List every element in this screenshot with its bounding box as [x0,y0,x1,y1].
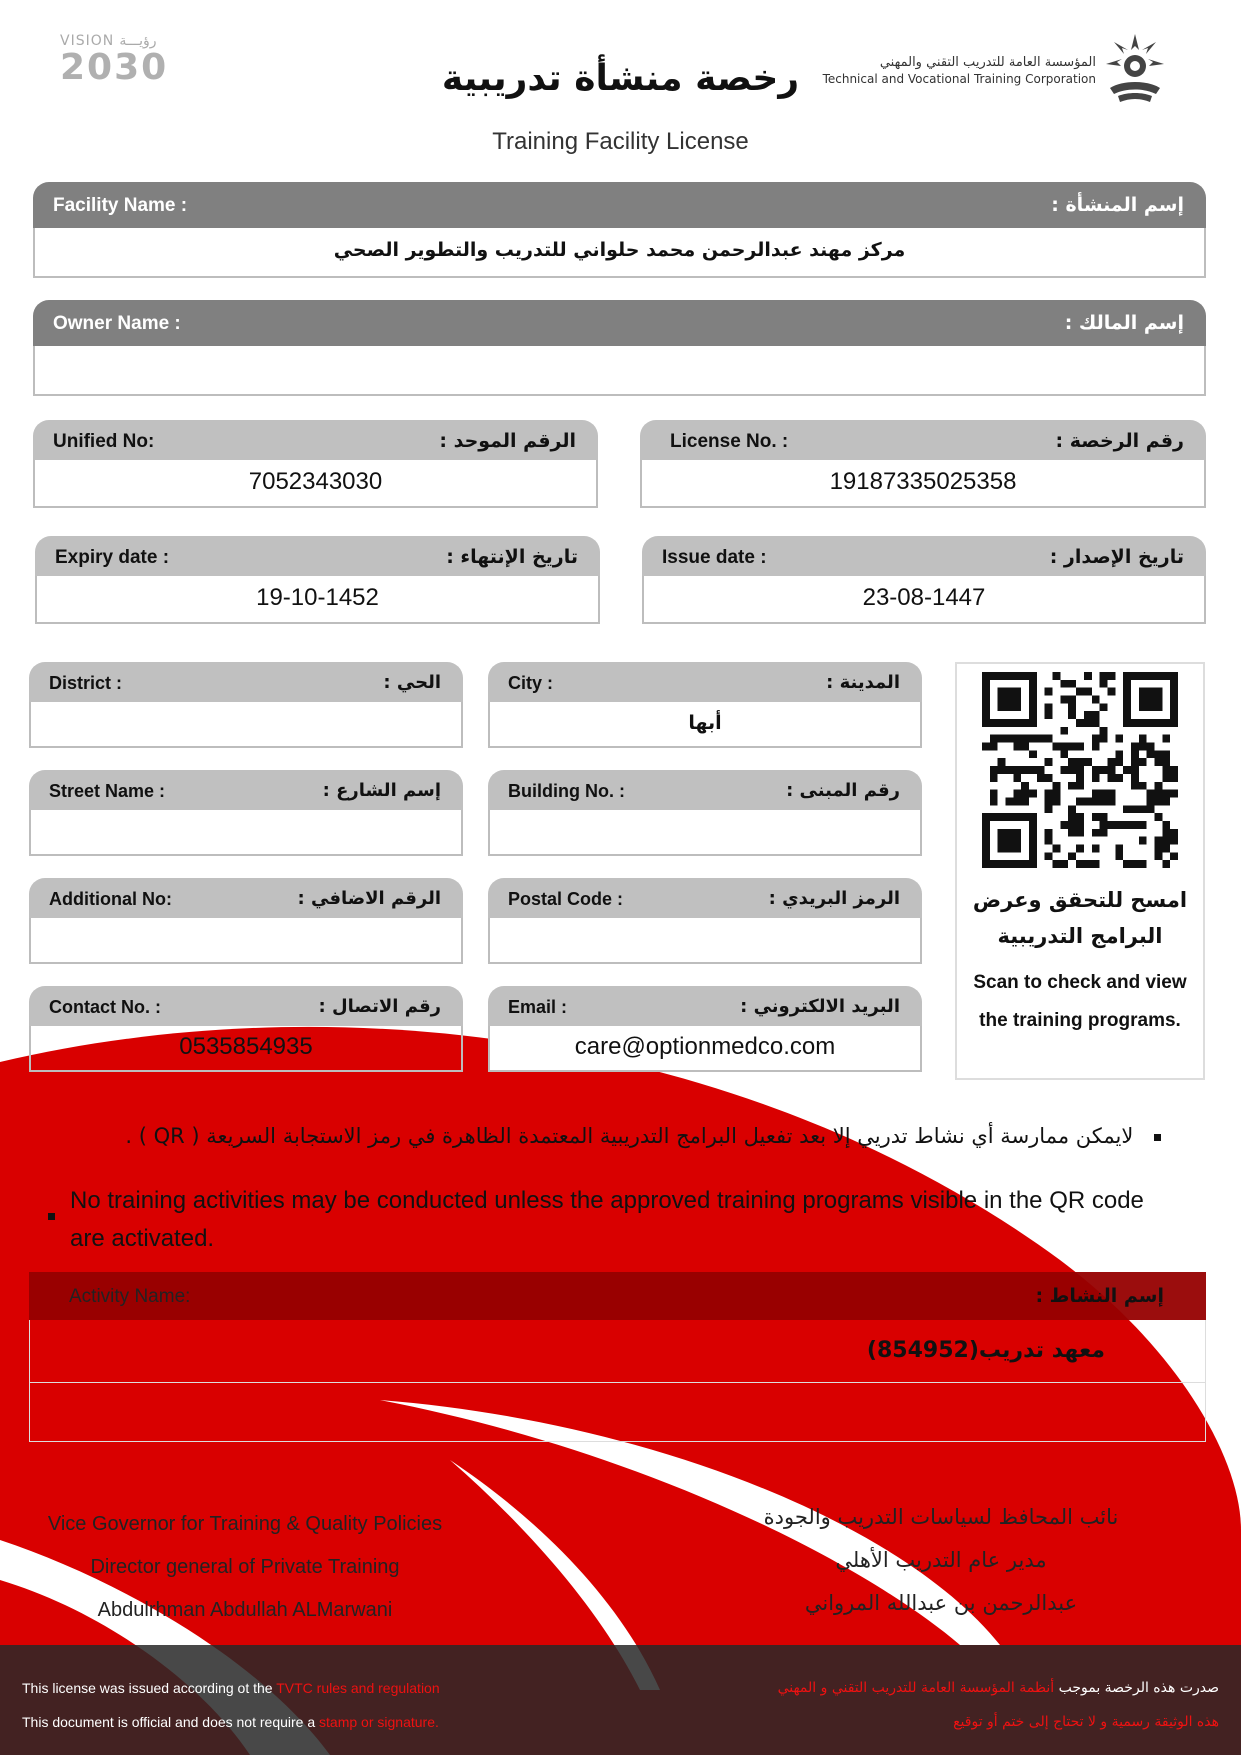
building-no-label-ar: رقم المبنى : [786,780,900,801]
city-header [488,662,922,702]
facility-name-header [33,182,1206,228]
facility-name-label-ar: إسم المنشأة : [1051,194,1184,216]
postal-code-field [488,878,922,964]
email-header [488,986,922,1026]
license-no-label-en: License No. : [670,431,789,452]
expiry-date-field [35,536,600,624]
bullet-icon [48,1213,55,1220]
notice-en [48,1182,1178,1258]
facility-name-label-en: Facility Name : [53,195,188,216]
additional-no-field [29,878,463,964]
notice-ar [61,1124,1161,1148]
street-value [29,810,463,856]
email-label-ar: البريد الالكتروني : [740,996,900,1017]
issue-date-field [642,536,1206,624]
footer-ar1-highlight: أنظمة المؤسسة العامة للتدريب التقني و المهني [777,1680,1055,1696]
signatory-name-ar: عبدالرحمن بن عبدالله المرواني [804,1591,1078,1615]
district-field [29,662,463,748]
qr-caption-en-line1: Scan to check and view [973,972,1187,993]
street-header [29,770,463,810]
email-value: care@optionmedco.com [488,1026,922,1072]
qr-caption-ar [957,882,1203,954]
signatory-name-en: Abdulrhman Abdullah ALMarwani [97,1599,393,1621]
page-title-en: Training Facility License [492,128,749,155]
activity-row [29,1383,1206,1442]
facility-name-value: مركز مهند عبدالرحمن محمد حلواني للتدريب والتطوير الصحي [33,228,1206,278]
issue-date-label-en: Issue date : [662,547,767,568]
city-value: أبها [488,702,922,748]
footer-en [22,1671,440,1739]
district-value [29,702,463,748]
license-no-value: 19187335025358 [640,460,1206,508]
issue-date-value: 23-08-1447 [642,576,1206,624]
notice-ar-text: لايمكن ممارسة أي نشاط تدريي إلا بعد تفعيل البرامج التدريبية المعتمدة الظاهرة في رمز الاستجابة السريعة ( QR ) . [125,1124,1134,1148]
city-label-ar: المدينة : [826,672,900,693]
vision-label-ar: رؤيـــة [119,33,157,49]
signatory-en [45,1503,445,1632]
expiry-date-header [35,536,600,576]
signatory-subtitle-ar: مدير عام التدريب الأهلي [835,1548,1047,1572]
unified-no-label-en: Unified No: [53,431,155,452]
postal-code-label-en: Postal Code : [508,889,624,909]
footer [0,1645,1241,1755]
contact-no-field [29,986,463,1072]
building-no-header [488,770,922,810]
activity-header [29,1272,1206,1320]
district-header [29,662,463,702]
footer-en1-text: This license was issued according ot the [22,1680,277,1696]
org-name-en: Technical and Vocational Training Corporation [822,72,1096,86]
additional-no-label-ar: الرقم الاضافي : [297,888,441,909]
qr-panel [955,662,1205,1080]
activity-label-en: Activity Name: [69,1286,191,1307]
tvtc-emblem-icon [1104,32,1166,104]
qr-code[interactable] [982,672,1178,868]
email-field [488,986,922,1072]
expiry-date-value: 19-10-1452 [35,576,600,624]
additional-no-value [29,918,463,964]
vision-year: 2030 [60,47,169,88]
qr-caption-ar-line2: البرامج التدريبية [997,924,1163,948]
footer-ar1-text: صدرت هذه الرخصة بموجب [1054,1680,1219,1696]
district-label-en: District : [49,673,123,693]
additional-no-label-en: Additional No: [49,889,172,909]
footer-en2-text: This document is official and does not require a [22,1714,320,1730]
issue-date-header [642,536,1206,576]
license-no-field [640,420,1206,508]
city-label-en: City : [508,673,553,693]
unified-no-label-ar: الرقم الموحد : [439,430,576,452]
vision-label: VISION [60,33,115,49]
street-label-ar: إسم الشارع : [322,780,441,801]
contact-no-label-ar: رقم الاتصال : [318,996,441,1017]
owner-name-value [33,346,1206,396]
owner-name-label-en: Owner Name : [53,313,181,334]
unified-no-field [33,420,598,508]
org-name-ar: المؤسسة العامة للتدريب التقني والمهني [879,55,1096,70]
footer-en1-highlight: TVTC rules and regulation [276,1680,440,1696]
footer-ar2-text: هذه الوثيقة رسمية و لا تحتاج إلى ختم أو توقيع [953,1714,1219,1730]
city-field [488,662,922,748]
org-name [823,55,1096,87]
footer-ar [778,1671,1219,1739]
issue-date-label-ar: تاريخ الإصدار : [1049,546,1184,568]
owner-name-header [33,300,1206,346]
owner-name-label-ar: إسم المالك : [1064,312,1184,334]
owner-name-field [33,300,1206,396]
license-no-header [640,420,1206,460]
page-title-ar: رخصة منشأة تدريبية [441,58,800,99]
activity-value: معهد تدريب(854952) [866,1338,1105,1363]
postal-code-header [488,878,922,918]
signatory-title-ar: نائب المحافظ لسياسات التدريب والجودة [763,1505,1119,1529]
signatory-title-en: Vice Governor for Training & Quality Policies [47,1513,443,1535]
qr-caption-en-line2: the training programs. [979,1010,1181,1031]
additional-no-header [29,878,463,918]
activity-table [29,1272,1206,1442]
building-no-value [488,810,922,856]
contact-no-label-en: Contact No. : [49,997,161,1017]
postal-code-value [488,918,922,964]
activity-row [29,1320,1206,1383]
contact-no-value: 0535854935 [29,1026,463,1072]
unified-no-value: 7052343030 [33,460,598,508]
footer-en2-highlight: stamp or signature. [319,1714,439,1730]
unified-no-header [33,420,598,460]
license-no-label-ar: رقم الرخصة : [1055,430,1184,452]
postal-code-label-ar: الرمز البريدي : [768,888,900,909]
signatory-ar [711,1496,1171,1625]
contact-no-header [29,986,463,1026]
building-no-field [488,770,922,856]
qr-caption-en [957,964,1203,1040]
street-label-en: Street Name : [49,781,166,801]
bullet-icon [1154,1134,1161,1141]
notice-en-text: No training activities may be conducted unless the approved training programs visible in the QR code are activated. [70,1187,1144,1252]
district-label-ar: الحي : [383,672,441,693]
signatory-subtitle-en: Director general of Private Training [90,1556,400,1578]
street-field [29,770,463,856]
email-label-en: Email : [508,997,568,1017]
expiry-date-label-en: Expiry date : [55,547,170,568]
qr-caption-ar-line1: امسح للتحقق وعرض [972,888,1188,912]
building-no-label-en: Building No. : [508,781,625,801]
expiry-date-label-ar: تاريخ الإنتهاء : [446,546,578,568]
activity-label-ar: إسم النشاط : [1035,1285,1164,1307]
facility-name-field [33,182,1206,278]
